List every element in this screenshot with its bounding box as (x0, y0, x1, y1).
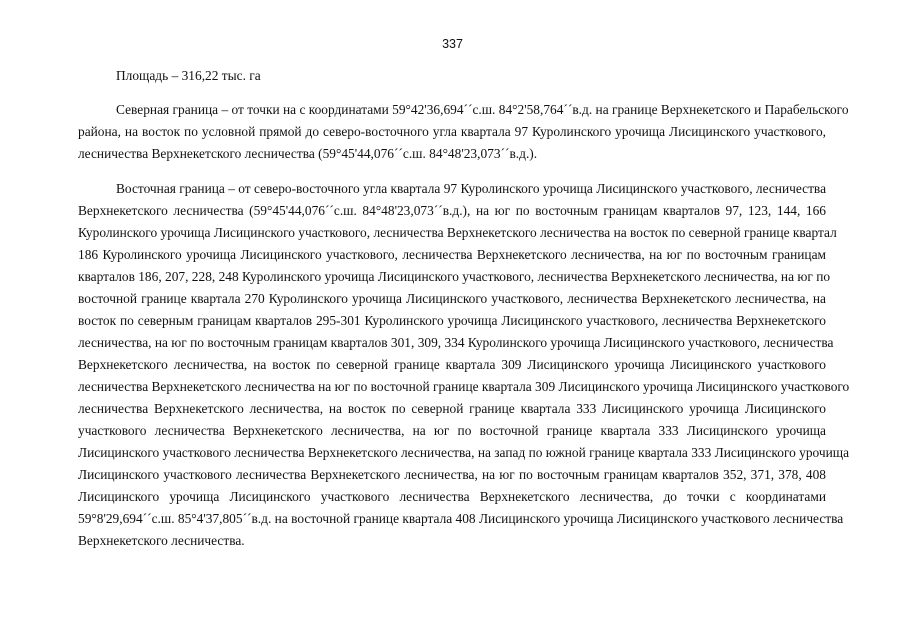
text-line: Лисицинского участкового лесничества Верхнекетского лесничества, на запад по южной границе квартала 333 Лисицинского урочища (78, 445, 850, 460)
text-line: 59°8'29,694´´с.ш. 85°4'37,805´´в.д. на восточной границе квартала 408 Лисицинского урочища Лисицинского участкового лесничества (78, 511, 844, 526)
text-line: Северная граница – от точки на с координатами 59°42'36,694´´с.ш. 84°2'58,764´´в.д. на границе Верхнекетского и Парабельского (116, 102, 849, 117)
text-line: 186 Куролинского урочища Лисицинского участкового, лесничества Верхнекетского лесничества, на юг по восточным границам (78, 247, 826, 262)
area-paragraph: Площадь – 316,22 тыс. га (116, 68, 261, 83)
text-line: Верхнекетского лесничества. (78, 533, 245, 548)
text-line: Верхнекетского лесничества (59°45'44,076´´с.ш. 84°48'23,073´´в.д.), на юг по восточным границам кварталов 97, 123, 144, 166 (78, 203, 826, 218)
text-line: кварталов 186, 207, 228, 248 Куролинского урочища Лисицинского участкового, лесничества Верхнекетского лесничества, на юг по (78, 269, 831, 284)
text-line: Куролинского урочища Лисицинского участкового, лесничества Верхнекетского лесничества на восток по северной границе квартал (78, 225, 837, 240)
text-line: восток по северным границам кварталов 295-301 Куролинского урочища Лисицинского участкового, лесничества Верхнекетского (78, 313, 826, 328)
text-line: Лисицинского урочища Лисицинского участкового лесничества Верхнекетского лесничества, до точки с координатами (78, 489, 826, 504)
text-line: Лисицинского участкового лесничества Верхнекетского лесничества, на юг по восточным границам кварталов 352, 371, 378, 408 (78, 467, 826, 482)
text-line: района, на восток по условной прямой до северо-восточного угла квартала 97 Куролинского урочища Лисицинского участкового, (78, 124, 826, 139)
text-line: восточной границе квартала 270 Куролинского урочища Лисицинского участкового, лесничества Верхнекетского лесничества, на (78, 291, 826, 306)
text-line: лесничества Верхнекетского лесничества, на восток по северной границе квартала 333 Лисицинского урочища Лисицинского (78, 401, 826, 416)
page-number: 337 (442, 37, 463, 51)
text-line: Восточная граница – от северо-восточного угла квартала 97 Куролинского урочища Лисицинского участкового, лесничества (116, 181, 827, 196)
text-line: лесничества Верхнекетского лесничества на юг по восточной границе квартала 309 Лисицинского урочища Лисицинского участкового (78, 379, 850, 394)
text-line: лесничества Верхнекетского лесничества (59°45'44,076´´с.ш. 84°48'23,073´´в.д.). (78, 146, 538, 161)
text-line: лесничества, на юг по восточным границам кварталов 301, 309, 334 Куролинского урочища Лисицинского участкового, лесничества (78, 335, 834, 350)
text-line: Верхнекетского лесничества, на восток по северной границе квартала 309 Лисицинского урочища Лисицинского участкового (78, 357, 826, 372)
text-line: участкового лесничества Верхнекетского лесничества, на юг по восточной границе квартала 333 Лисицинского урочища (78, 423, 826, 438)
